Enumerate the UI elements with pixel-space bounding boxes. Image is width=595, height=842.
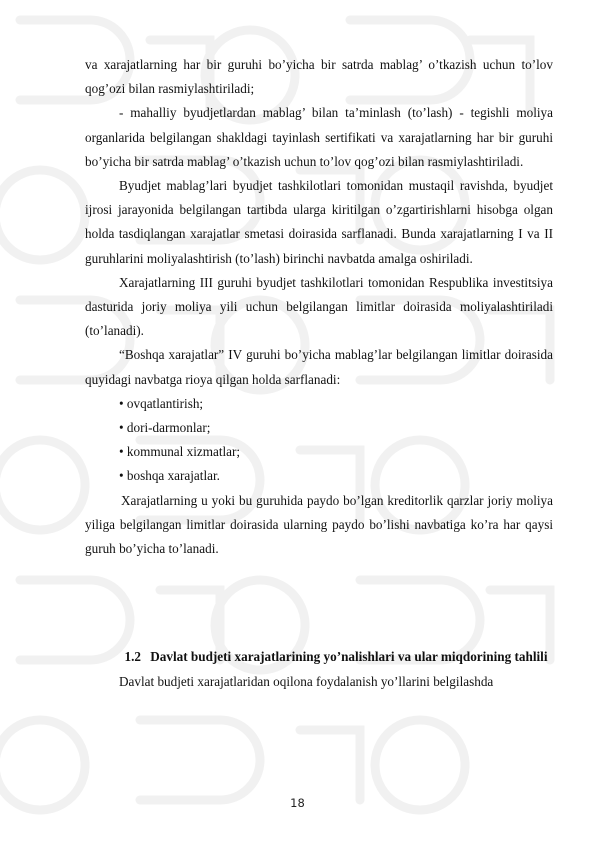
list-item-2: • dori-darmonlar; xyxy=(119,420,211,436)
paragraph-2: - mahalliy byudjetlardan mablag’ bilan ta’minlash (to’lash) - tegishli moliya organlarida belgilangan shakldagi tayinlash sertifikati va xarajatlarning har bir guruhi bo’yicha bir satrda mablag’ o’tkazish uchun to’lov qog’ozi bilan rasmiylashtiriladi. xyxy=(85,105,553,169)
list-item-1: • ovqatlantirish; xyxy=(119,395,204,411)
page-number: 18 xyxy=(290,796,305,810)
list-item-4: • boshqa xarajatlar. xyxy=(119,468,220,484)
section-number: 1.2 xyxy=(124,649,141,665)
paragraph-7: Davlat budjeti xarajatlaridan oqilona foydalanish yo’llarini belgilashda xyxy=(119,674,494,690)
paragraph-5: “Boshqa xarajatlar” IV guruhi bo’yicha mablag’lar belgilangan limitlar doirasida quyidagi navbatga rioya qilgan holda sarflanadi: xyxy=(85,347,553,387)
list-item-3: • kommunal xizmatlar; xyxy=(119,444,241,460)
paragraph-3: Byudjet mablag’lari byudjet tashkilotlari tomonidan mustaqil ravishda, byudjet ijrosi jarayonida belgilangan tartibda ularga kiritilgan o’zgartirishlarni hisobga olgan holda tasdiqlangan xarajatlar smetasi doirasida sarflanadi. Bunda xarajatlarning I va II guruhlarini moliyalashtirish (to’lash) birinchi navbatda amalga oshiriladi. xyxy=(85,178,553,266)
body-text xyxy=(85,53,553,694)
section-title: Davlat budjeti xarajatlarining yo’nalishlari va ular miqdorining tahlili xyxy=(150,649,548,665)
paragraph-6: Xarajatlarning u yoki bu guruhida paydo bo’lgan kreditorlik qarzlar joriy moliya yiligа belgilangan limitlar doirasida ularning paydo bo’lishi navbatiga ko’ra har qaysi guruh bo’yicha to’lanadi. xyxy=(85,492,553,557)
section-heading xyxy=(85,646,553,668)
paragraph-1: va xarajatlarning har bir guruhi bo’yicha bir satrda mablag’ o’tkazish uchun to’lov qog’ozi bilan rasmiylashtiriladi; xyxy=(85,57,553,97)
paragraph-4: Xarajatlarning III guruhi byudjet tashkilotlari tomonidan Respublika investitsiya dasturida joriy moliya yili uchun belgilangan limitlar doirasida moliyalashtiriladi (to’lanadi). xyxy=(85,274,553,339)
spacer xyxy=(85,561,553,646)
